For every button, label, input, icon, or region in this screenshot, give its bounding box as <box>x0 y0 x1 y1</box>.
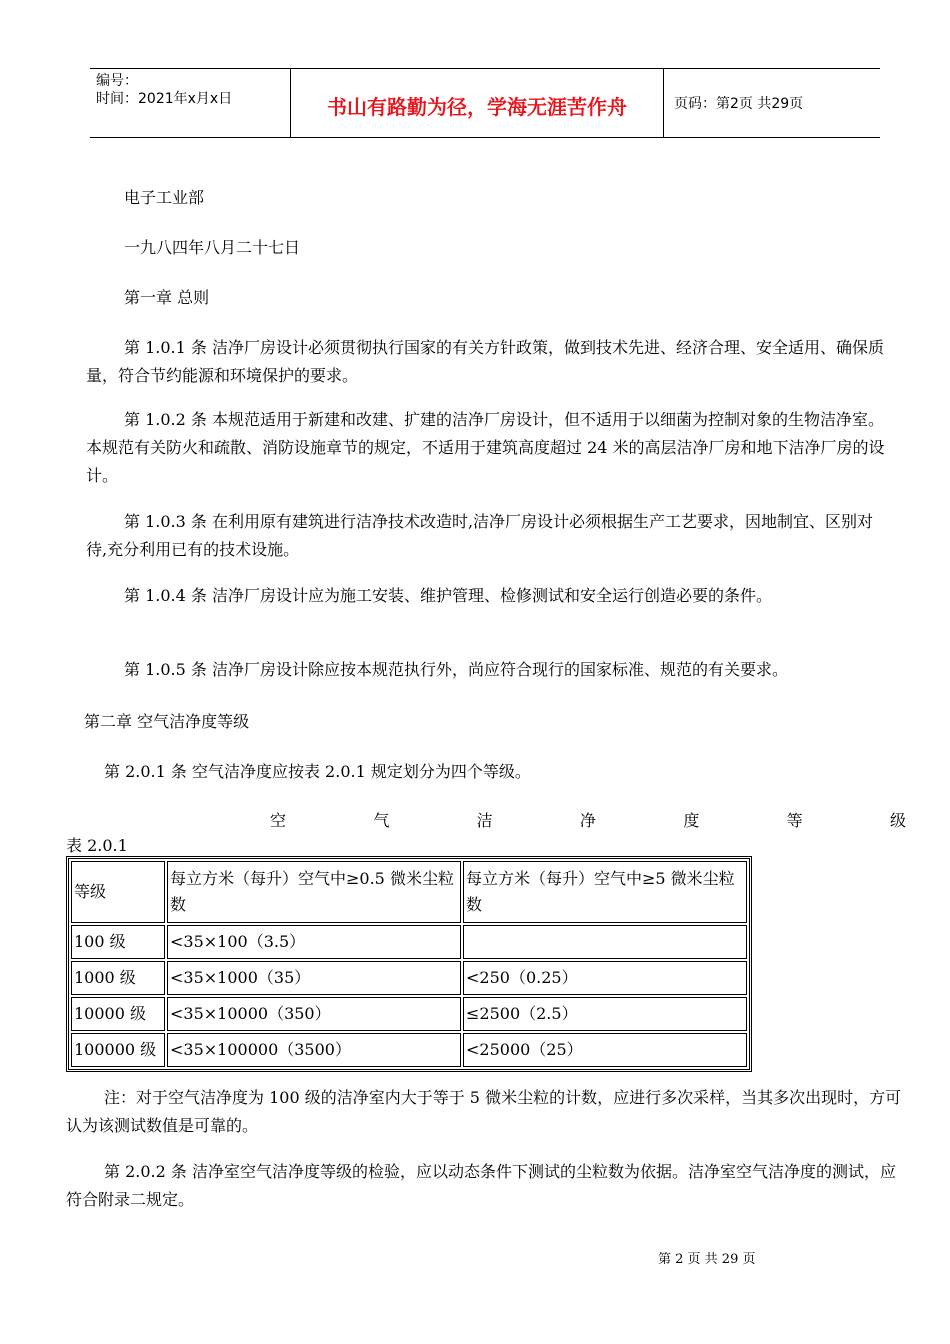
table-cell: 100 级 <box>71 925 165 959</box>
table-header-cell: 每立方米（每升）空气中≥0.5 微米尘粒数 <box>167 861 461 923</box>
header-motto: 书山有路勤为径，学海无涯苦作舟 <box>327 95 627 119</box>
article-1-0-1: 第 1.0.1 条 洁净厂房设计必须贯彻执行国家的有关方针政策，做到技术先进、经济合理、安全适用、确保质量，符合节约能源和环境保护的要求。 <box>86 338 884 385</box>
table-header-cell: 等级 <box>71 861 165 923</box>
table-note: 注：对于空气洁净度为 100 级的洁净室内大于等于 5 微米尘粒的计数，应进行多次采样，当其多次出现时，方可认为该测试数值是可靠的。 <box>66 1088 902 1135</box>
article-2-0-1: 第 2.0.1 条 空气洁净度应按表 2.0.1 规定划分为四个等级。 <box>104 762 531 781</box>
table-header-row <box>71 861 747 923</box>
table-row <box>71 997 747 1031</box>
table-cell: <250（0.25） <box>463 961 747 995</box>
table-cell: 1000 级 <box>71 961 165 995</box>
table-row <box>71 1033 747 1067</box>
article-1-0-5: 第 1.0.5 条 洁净厂房设计除应按本规范执行外，尚应符合现行的国家标准、规范的有关要求。 <box>124 660 788 679</box>
table-cell: <35×100（3.5） <box>167 925 461 959</box>
table-cell: <35×1000（35） <box>167 961 461 995</box>
table-title: 空 气 洁 净 度 等 级 <box>270 811 906 830</box>
table-cell: ≤2500（2.5） <box>463 997 747 1031</box>
header-divider <box>663 69 664 137</box>
page-header <box>90 68 880 138</box>
table-cell: <25000（25） <box>463 1033 747 1067</box>
article-2-0-2: 第 2.0.2 条 洁净室空气洁净度等级的检验，应以动态条件下测试的尘粒数为依据。洁净室空气洁净度的测试，应符合附录二规定。 <box>66 1162 896 1209</box>
page-footer: 第 2 页 共 29 页 <box>658 1252 756 1267</box>
table-cell <box>463 925 747 959</box>
date-label: 时间：2021年x月x日 <box>96 91 233 107</box>
table-cell: 10000 级 <box>71 997 165 1031</box>
header-meta <box>96 72 288 108</box>
header-page-info: 页码：第2页 共29页 <box>674 96 804 112</box>
table-cell: <35×10000（350） <box>167 997 461 1031</box>
article-1-0-2: 第 1.0.2 条 本规范适用于新建和改建、扩建的洁净厂房设计，但不适用于以细菌为控制对象的生物洁净室。本规范有关防火和疏散、消防设施章节的规定，不适用于建筑高度超过 24 米的高层洁净厂房和地下洁净厂房的设计。 <box>86 410 885 485</box>
department: 电子工业部 <box>124 188 205 207</box>
cleanliness-grade-table <box>66 856 752 1072</box>
article-1-0-3: 第 1.0.3 条 在利用原有建筑进行洁净技术改造时,洁净厂房设计必须根据生产工艺要求，因地制宜、区别对待,充分利用已有的技术设施。 <box>86 512 874 559</box>
chapter-1-heading: 第一章 总则 <box>124 288 210 307</box>
table-cell: 100000 级 <box>71 1033 165 1067</box>
table-header-cell: 每立方米（每升）空气中≥5 微米尘粒数 <box>463 861 747 923</box>
table-row <box>71 961 747 995</box>
issue-date: 一九八四年八月二十七日 <box>124 238 301 257</box>
table-cell: <35×100000（3500） <box>167 1033 461 1067</box>
chapter-2-heading: 第二章 空气洁净度等级 <box>84 712 250 731</box>
article-1-0-4: 第 1.0.4 条 洁净厂房设计应为施工安装、维护管理、检修测试和安全运行创造必要的条件。 <box>124 586 772 605</box>
table-number: 表 2.0.1 <box>66 836 128 855</box>
table-row <box>71 925 747 959</box>
serial-label: 编号： <box>96 73 138 89</box>
